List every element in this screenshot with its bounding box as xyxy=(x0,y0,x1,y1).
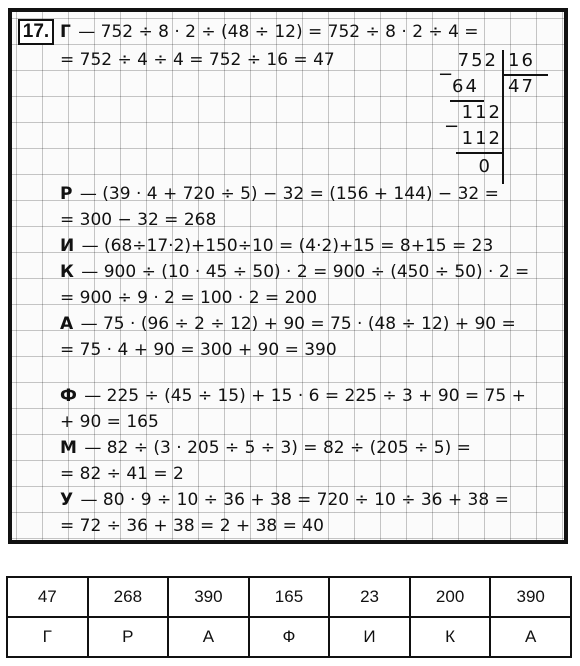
equation-text: — 82 ÷ (3 · 205 ÷ 5 ÷ 3) = 82 ÷ (205 ÷ 5) = xyxy=(78,438,471,458)
division-step-1: 64 xyxy=(452,76,479,97)
equation-line-g-1 xyxy=(60,20,479,44)
equation-letter: И xyxy=(60,236,75,256)
equation-line-k-2 xyxy=(60,286,317,310)
equation-text: — 900 ÷ (10 · 45 ÷ 50) · 2 = 900 ÷ (450 ÷ 50) · 2 = xyxy=(75,262,530,282)
equation-text: = 72 ÷ 36 + 38 = 2 + 38 = 40 xyxy=(60,516,324,536)
exercise-number-badge: 17. xyxy=(18,19,54,45)
answer-letter-cell: А xyxy=(490,617,571,657)
equation-letter: У xyxy=(60,490,74,510)
equation-letter: А xyxy=(60,314,74,334)
equation-text: — (68÷17·2)+150÷10 = (4·2)+15 = 8+15 = 23 xyxy=(76,236,494,256)
answer-letters-row xyxy=(7,617,571,657)
equation-line-u-2 xyxy=(60,514,324,538)
equation-text: = 300 − 32 = 268 xyxy=(60,210,217,230)
equation-text: — 80 · 9 ÷ 10 ÷ 36 + 38 = 720 ÷ 10 ÷ 36 + 38 = xyxy=(75,490,509,510)
equation-line-u-1 xyxy=(60,488,509,512)
equation-line-f-1 xyxy=(60,384,526,408)
division-dividend: 752 xyxy=(457,50,498,71)
answer-table xyxy=(6,576,572,658)
answer-value-cell: 23 xyxy=(329,577,410,617)
equation-letter: Р xyxy=(60,184,73,204)
answer-letter-cell: А xyxy=(168,617,249,657)
equation-text: — 752 ÷ 8 · 2 ÷ (48 ÷ 12) = 752 ÷ 8 · 2 ÷ 4 = xyxy=(72,22,479,42)
division-step-2: 112 xyxy=(461,128,502,149)
equation-line-i-1 xyxy=(60,234,493,258)
answer-value-cell: 390 xyxy=(490,577,571,617)
equation-text: = 82 ÷ 41 = 2 xyxy=(60,464,184,484)
answer-letter-cell: Г xyxy=(7,617,88,657)
equation-letter: Г xyxy=(60,22,71,42)
answer-value-cell: 390 xyxy=(168,577,249,617)
equation-line-a-1 xyxy=(60,312,516,336)
equation-letter: Ф xyxy=(60,386,77,406)
equation-line-m-1 xyxy=(60,436,471,460)
equation-letter: К xyxy=(60,262,74,282)
division-divisor: 16 xyxy=(508,50,535,71)
equation-text: + 90 = 165 xyxy=(60,412,159,432)
division-step-2-line xyxy=(456,152,502,154)
equation-line-m-2 xyxy=(60,462,184,486)
equation-text: = 75 · 4 + 90 = 300 + 90 = 390 xyxy=(60,340,337,360)
answer-letter-cell: К xyxy=(410,617,491,657)
equation-line-r-1 xyxy=(60,182,499,206)
division-quotient: 47 xyxy=(508,76,535,97)
answer-letter-cell: И xyxy=(329,617,410,657)
equation-line-f-2 xyxy=(60,410,159,434)
equation-text: — 75 · (96 ÷ 2 ÷ 12) + 90 = 75 · (48 ÷ 12) + 90 = xyxy=(75,314,516,334)
answer-letter-cell: Р xyxy=(88,617,169,657)
equation-line-r-2 xyxy=(60,208,216,232)
answer-value-cell: 47 xyxy=(7,577,88,617)
division-remainder-1: 112 xyxy=(461,102,502,123)
division-vertical-line xyxy=(502,50,504,184)
equation-text: — 225 ÷ (45 ÷ 15) + 15 · 6 = 225 ÷ 3 + 90 = 75 + xyxy=(78,386,526,406)
division-minus-sign: − xyxy=(438,64,454,85)
solution-panel xyxy=(8,8,568,544)
equation-line-g-2 xyxy=(60,48,335,72)
answer-values-row xyxy=(7,577,571,617)
answer-value-cell: 200 xyxy=(410,577,491,617)
answer-value-cell: 268 xyxy=(88,577,169,617)
equation-text: = 900 ÷ 9 · 2 = 100 · 2 = 200 xyxy=(60,288,318,308)
equation-letter: М xyxy=(60,438,77,458)
answer-letter-cell: Ф xyxy=(249,617,330,657)
division-final-remainder: 0 xyxy=(478,156,492,177)
answer-value-cell: 165 xyxy=(249,577,330,617)
division-minus-sign: − xyxy=(444,116,460,137)
equation-line-k-1 xyxy=(60,260,529,284)
equation-text: — (39 · 4 + 720 ÷ 5) − 32 = (156 + 144) − 32 = xyxy=(74,184,499,204)
equation-line-a-2 xyxy=(60,338,337,362)
equation-text: = 752 ÷ 4 ÷ 4 = 752 ÷ 16 = 47 xyxy=(60,50,335,70)
